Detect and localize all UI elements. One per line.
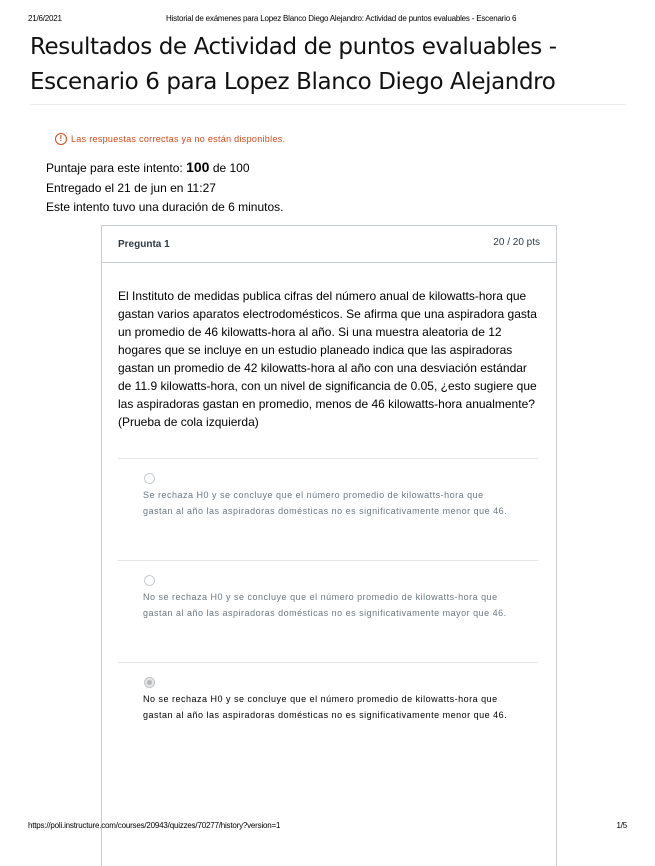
score-total: de 100: [212, 161, 250, 175]
print-date: 21/6/2021: [28, 14, 62, 23]
score-line: [46, 158, 284, 179]
question-card: [101, 225, 557, 866]
correct-answers-notice: [55, 133, 285, 145]
answer-option-3-selected[interactable]: [118, 662, 538, 764]
answer-option-1[interactable]: [118, 458, 538, 560]
answer-label: No se rechaza H0 y se concluye que el número promedio de kilowatts-hora que gastan al año las aspiradoras domésticas no es significativamente menor que 46.: [143, 694, 508, 720]
answer-option-2[interactable]: [118, 560, 538, 662]
score-value: 100: [186, 159, 210, 175]
question-number: Pregunta 1: [118, 239, 170, 250]
page-title: [30, 30, 630, 100]
print-header: [28, 14, 627, 23]
print-url: https://poli.instructure.com/courses/20943/quizzes/70277/history?version=1: [28, 821, 281, 830]
radio-button-selected-icon[interactable]: [144, 677, 155, 688]
print-page-number: 1/5: [616, 821, 627, 830]
answer-list: [118, 458, 538, 764]
duration-line: Este intento tuvo una duración de 6 minutos.: [46, 200, 284, 214]
radio-button-icon[interactable]: [144, 473, 155, 484]
print-footer: [28, 821, 627, 830]
warning-circle-icon: !: [55, 133, 67, 145]
submitted-line: Entregado el 21 de jun en 11:27: [46, 180, 216, 195]
page-title-line1: Resultados de Actividad de puntos evaluables -: [30, 34, 557, 60]
radio-button-icon[interactable]: [144, 575, 155, 586]
score-label: Puntaje para este intento:: [46, 161, 183, 175]
question-points: 20 / 20 pts: [493, 237, 540, 248]
title-divider: [30, 104, 626, 105]
attempt-info: [46, 158, 284, 218]
answer-label: Se rechaza H0 y se concluye que el número promedio de kilowatts-hora que gastan al año las aspiradoras domésticas no es significativamente menor que 46.: [143, 490, 508, 516]
question-header: [102, 226, 556, 263]
notice-text: Las respuestas correctas ya no están disponibles.: [71, 134, 286, 144]
answer-label: No se rechaza H0 y se concluye que el número promedio de kilowatts-hora que gastan al año las aspiradoras domésticas no es significativamente mayor que 46.: [143, 592, 507, 618]
question-text: El Instituto de medidas publica cifras del número anual de kilowatts-hora que gastan varios aparatos electrodomésticos. Se afirma que una aspiradora gasta un promedio de 46 kilowatts-hora al año. Si una muestra aleatoria de 12 hogares que se incluye en un estudio planeado indica que las aspiradoras gastan un promedio de 42 kilowatts-hora al año con una desviación estándar de 11.9 kilowatts-hora, con un nivel de significancia de 0.05, ¿esto sugiere que las aspiradoras gastan en promedio, menos de 46 kilowatts-hora anualmente? (Prueba de cola izquierda): [118, 289, 537, 429]
print-doc-title: Historial de exámenes para Lopez Blanco Diego Alejandro: Actividad de puntos evaluables - Escenario 6: [166, 14, 517, 23]
page-title-line2: Escenario 6 para Lopez Blanco Diego Alejandro: [30, 69, 556, 95]
